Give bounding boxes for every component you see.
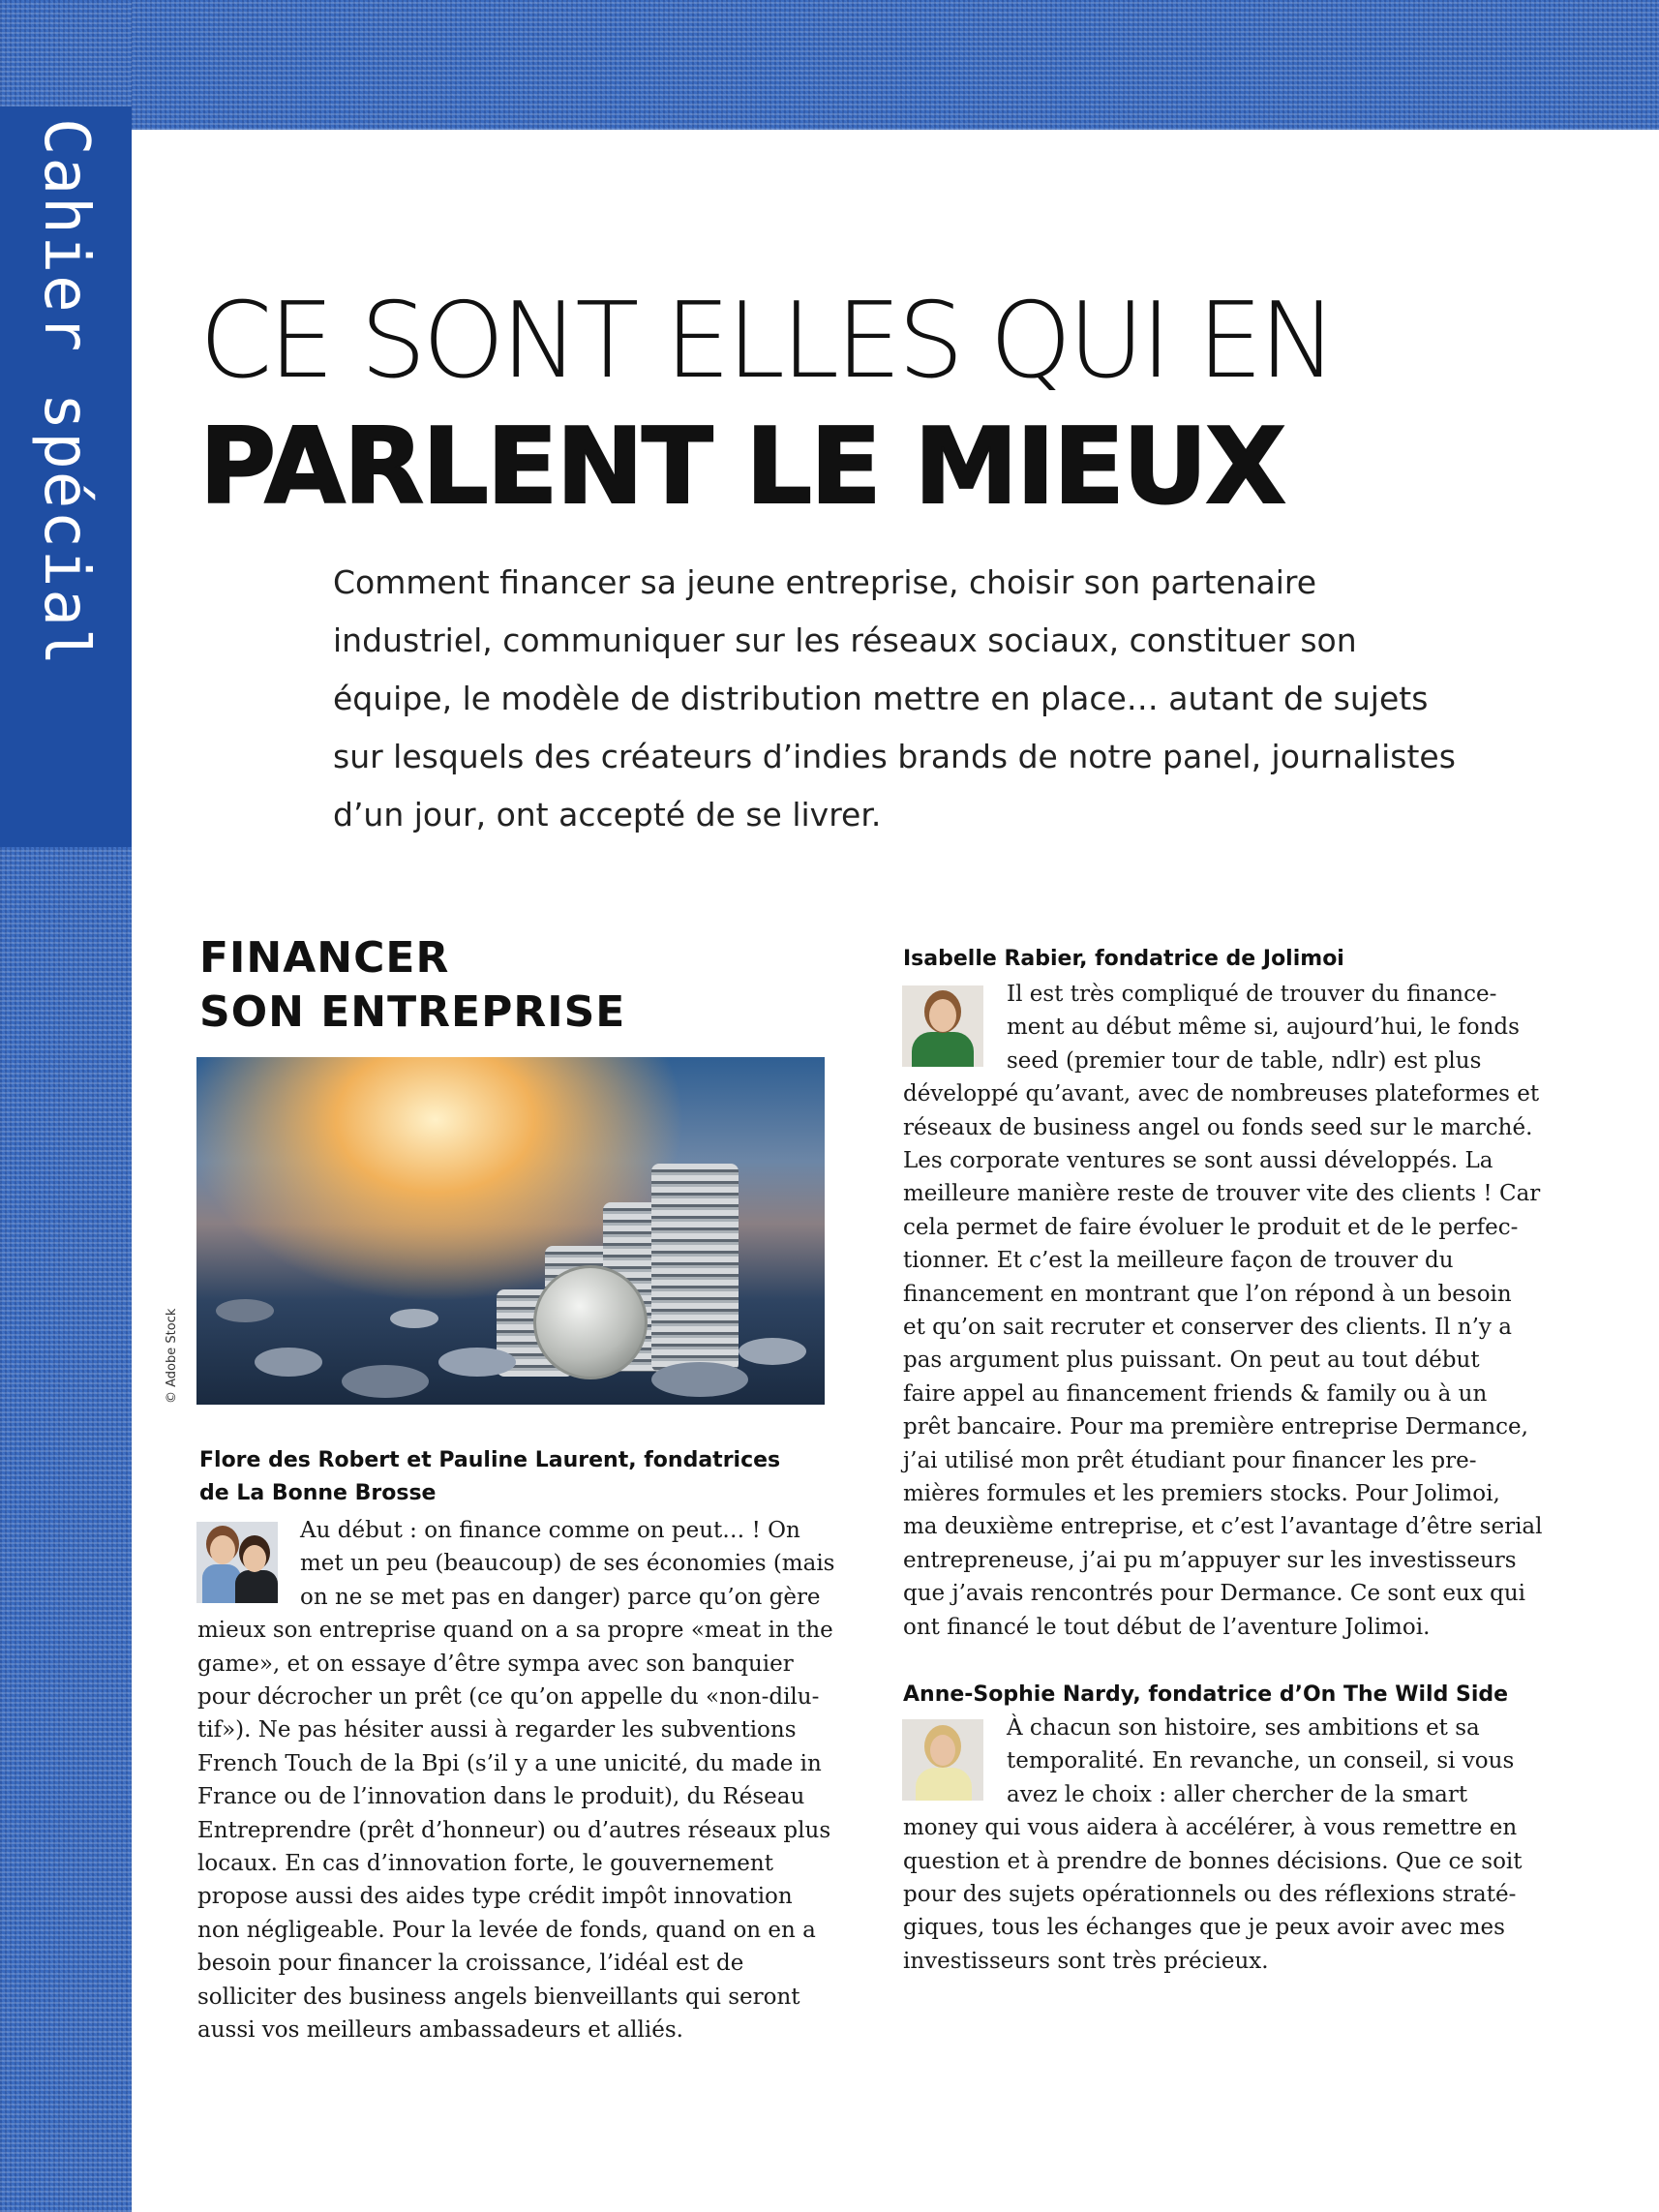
line: besoin pour financer la croissance, l’idéal est de	[197, 1951, 744, 1977]
line: giques, tous les échanges que je peux avoir avec mes	[903, 1915, 1505, 1941]
line: mières formules et les premiers stocks. Pour Jolimoi,	[903, 1481, 1500, 1507]
line: faire appel au financement friends & family ou à un	[903, 1380, 1488, 1407]
line: Les corporate ventures se sont aussi développés. La	[903, 1148, 1493, 1173]
portrait-jolimoi	[902, 985, 983, 1067]
line: non négligeable. Pour la levée de fonds, quand on en a	[197, 1917, 816, 1943]
byline-line-1: Anne-Sophie Nardy, fondatrice d’On The Wild Side	[903, 1682, 1509, 1707]
line: mieux son entreprise quand on a sa propre «meat in the	[197, 1618, 833, 1644]
portrait-on-the-wild-side	[902, 1719, 983, 1801]
testimonial-3-wrapped-lines	[1007, 1712, 1514, 1811]
line: entrepreneuse, j’ai pu m’appuyer sur les investisseurs	[903, 1547, 1517, 1573]
byline-line-1: Flore des Robert et Pauline Laurent, fondatrices	[199, 1448, 781, 1472]
line: pour décrocher un prêt (ce qu’on appelle du «non-dilu-	[197, 1684, 820, 1710]
line: que j’avais rencontrés pour Dermance. Ce sont eux qui	[903, 1581, 1526, 1607]
line: À chacun son histoire, ses ambitions et sa	[1007, 1715, 1480, 1741]
line: pour des sujets opérationnels ou des réflexions straté-	[903, 1882, 1517, 1907]
line: financement en montrant que l’on répond à un besoin	[903, 1281, 1512, 1307]
line: investisseurs sont très précieux.	[903, 1948, 1269, 1974]
line: met un peu (beaucoup) de ses économies (mais	[300, 1551, 835, 1577]
line: tionner. Et c’est la meilleure façon de trouver du	[903, 1248, 1454, 1274]
section-heading	[199, 931, 625, 1040]
section-label: Cahier spécial	[30, 118, 102, 668]
line: ma deuxième entreprise, et c’est l’avantage d’être serial	[903, 1514, 1543, 1540]
line: tif»). Ne pas hésiter aussi à regarder les subventions	[197, 1717, 797, 1743]
line: pas argument plus puissant. On peut au tout début	[903, 1348, 1480, 1374]
line: temporalité. En revanche, un conseil, si vous	[1007, 1748, 1515, 1774]
line: question et à prendre de bonnes décisions. Que ce soit	[903, 1848, 1523, 1874]
section-heading-line-2: SON ENTREPRISE	[199, 987, 626, 1037]
byline-line-2: de La Bonne Brosse	[199, 1481, 437, 1505]
testimonial-1-wrapped-lines	[300, 1514, 834, 1614]
byline-jolimoi	[903, 943, 1344, 976]
section-heading-line-1: FINANCER	[199, 933, 450, 983]
testimonial-2-full-lines	[903, 1077, 1543, 1644]
line: propose aussi des aides type crédit impôt innovation	[197, 1884, 793, 1910]
photo-credit: © Adobe Stock	[165, 1308, 179, 1404]
coins-photo	[196, 1057, 825, 1405]
line: Au début : on finance comme on peut… ! On	[300, 1518, 800, 1543]
line: game», et on essaye d’être sympa avec son banquier	[197, 1651, 794, 1677]
line: aussi vos meilleurs ambassadeurs et alliés.	[197, 2017, 683, 2044]
line: et qu’on sait recruter et conserver des clients. Il n’y a	[903, 1315, 1512, 1341]
line: Entreprendre (prêt d’honneur) ou d’autres réseaux plus	[197, 1817, 831, 1843]
line: Il est très compliqué de trouver du finance-	[1007, 982, 1497, 1007]
line: France ou de l’innovation dans le produit), du Réseau	[197, 1784, 805, 1810]
line: on ne se met pas en danger) parce qu’on gère	[300, 1584, 821, 1610]
intro-paragraph: Comment financer sa jeune entreprise, choisir son partenaire industriel, communiquer sur les réseaux sociaux, constituer son équipe, le modèle de distribution mettre en place… autant de sujets sur lesquels des créateurs d’indies brands de notre panel, journalistes d’un jour, ont accepté de se livrer.	[333, 563, 1456, 833]
line: cela permet de faire évoluer le produit et de le perfec-	[903, 1214, 1519, 1240]
line: French Touch de la Bpi (s’il y a une unicité, du made in	[197, 1750, 822, 1776]
line: money qui vous aidera à accélérer, à vous remettre en	[903, 1815, 1518, 1841]
line: locaux. En cas d’innovation forte, le gouvernement	[197, 1851, 773, 1877]
byline-la-bonne-brosse	[199, 1444, 780, 1510]
testimonial-3-full-lines	[903, 1811, 1523, 1978]
portrait-la-bonne-brosse	[196, 1522, 278, 1603]
testimonial-1-full-lines	[197, 1614, 833, 2046]
line: ment au début même si, aujourd’hui, le fonds	[1007, 1015, 1520, 1041]
title-line-1: CE SONT ELLES QUI EN	[199, 281, 1334, 402]
line: seed (premier tour de table, ndlr) est plus	[1007, 1047, 1482, 1074]
line: meilleure manière reste de trouver vite des clients ! Car	[903, 1181, 1541, 1207]
title-line-2: PARLENT LE MIEUX	[199, 407, 1284, 528]
line: développé qu’avant, avec de nombreuses plateformes et	[903, 1081, 1540, 1107]
line: prêt bancaire. Pour ma première entreprise Dermance,	[903, 1414, 1528, 1440]
byline-on-the-wild-side	[903, 1679, 1508, 1712]
byline-line-1: Isabelle Rabier, fondatrice de Jolimoi	[903, 947, 1344, 971]
line: réseaux de business angel ou fonds seed sur le marché.	[903, 1114, 1533, 1140]
line: avez le choix : aller chercher de la smart	[1007, 1781, 1468, 1807]
line: j’ai utilisé mon prêt étudiant pour financer les pre-	[903, 1447, 1477, 1473]
line: solliciter des business angels bienveillants qui seront	[197, 1984, 800, 2010]
testimonial-2-wrapped-lines	[1007, 978, 1520, 1077]
top-fabric-band	[0, 0, 1659, 130]
line: ont financé le tout début de l’aventure Jolimoi.	[903, 1614, 1431, 1640]
